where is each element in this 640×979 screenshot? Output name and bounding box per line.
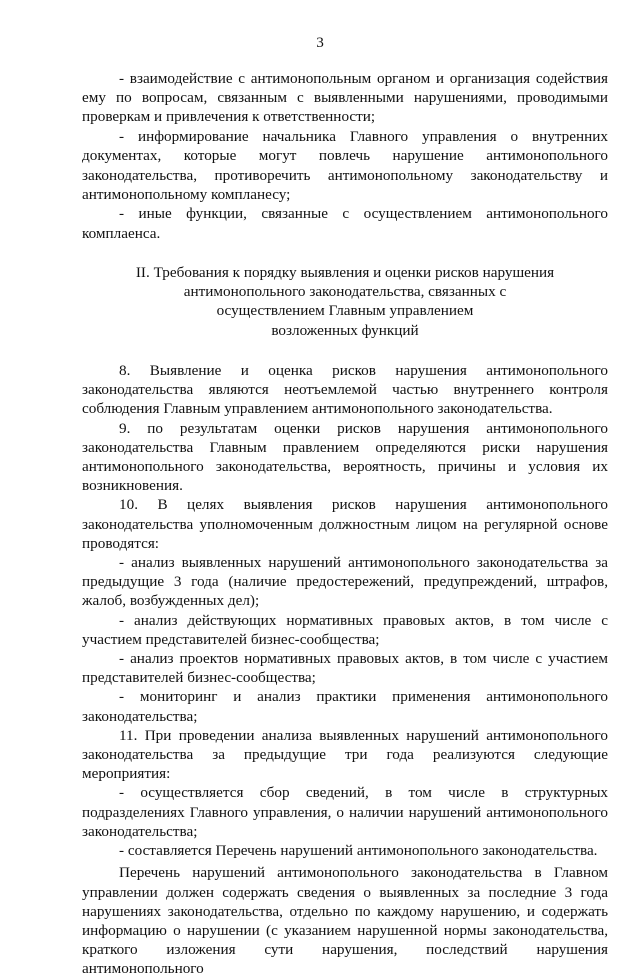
intro-item-other-functions: - иные функции, связанные с осуществлением антимонопольного комплаенса. bbox=[82, 205, 608, 242]
section-heading-line-2: антимонопольного законодательства, связанных с bbox=[183, 283, 507, 301]
paragraph-10-item-violations-analysis: - анализ выявленных нарушений антимонопольного законодательства за предыдущие 3 года (наличие предостережений, предупреждений, штрафов, жалоб, возбужденных дел); bbox=[82, 554, 608, 610]
section-heading-line-1: II. Требования к порядку выявления и оценки рисков нарушения bbox=[135, 263, 555, 281]
paragraph-10-item-monitoring: - мониторинг и анализ практики применения антимонопольного законодательства; bbox=[82, 688, 608, 725]
paragraph-11-item-violations-list: - составляется Перечень нарушений антимонопольного законодательства. bbox=[119, 842, 598, 860]
paragraph-8: 8. Выявление и оценка рисков нарушения антимонопольного законодательства являются неотъемлемой частью внутреннего контроля соблюдения Главным управлением антимонопольного законодательства. bbox=[82, 362, 608, 418]
page-number: 3 bbox=[316, 34, 324, 51]
paragraph-11-item-data-collection: - осуществляется сбор сведений, в том числе в структурных подразделениях Главного управления, о наличии нарушений антимонопольного законодательства; bbox=[82, 784, 608, 840]
section-heading bbox=[82, 263, 608, 340]
intro-item-interaction: - взаимодействие с антимонопольным органом и организация содействия ему по вопросам, связанным с выявленными нарушениями, проводимыми проверкам и привлечения к ответственности; bbox=[82, 70, 608, 126]
paragraph-10-item-draft-acts-analysis: - анализ проектов нормативных правовых актов, в том числе с участием представителей бизнес-сообщества; bbox=[82, 650, 608, 687]
paragraph-9: 9. по результатам оценки рисков нарушения антимонопольного законодательства Главным правлением определяются риски нарушения антимонопольного законодательства, вероятность, причины и условия их возникновения. bbox=[82, 419, 608, 495]
document-body bbox=[82, 69, 608, 979]
intro-item-informing: - информирование начальника Главного управления о внутренних документах, которые могут повлечь нарушение антимонопольного законодательства, противоречить антимонопольному законодательству и антимонопольному компланесу; bbox=[82, 128, 608, 203]
paragraph-11: 11. При проведении анализа выявленных нарушений антимонопольного законодательства за предыдущие три года реализуются следующие мероприятия: bbox=[82, 726, 608, 783]
section-heading-line-3: осуществлением Главным управлением bbox=[216, 302, 474, 320]
paragraph-10: 10. В целях выявления рисков нарушения антимонопольного законодательства уполномоченным должностным лицом на регулярной основе проводятся: bbox=[82, 496, 608, 552]
section-heading-line-4: возложенных функций bbox=[271, 321, 419, 339]
paragraph-10-item-current-acts-analysis: - анализ действующих нормативных правовых актов, в том числе с участием представителей бизнес-сообщества; bbox=[82, 611, 608, 648]
paragraph-violations-list-contents: Перечень нарушений антимонопольного законодательства в Главном управлении должен содержать сведения о выявленных за последние 3 года нарушениях законодательства, отдельно по каждому нарушению, и содержать информацию о нарушении (с указанием нарушенной нормы законодательства, краткого изложения сути нарушения, последствий нарушения антимонопольного bbox=[82, 864, 608, 978]
